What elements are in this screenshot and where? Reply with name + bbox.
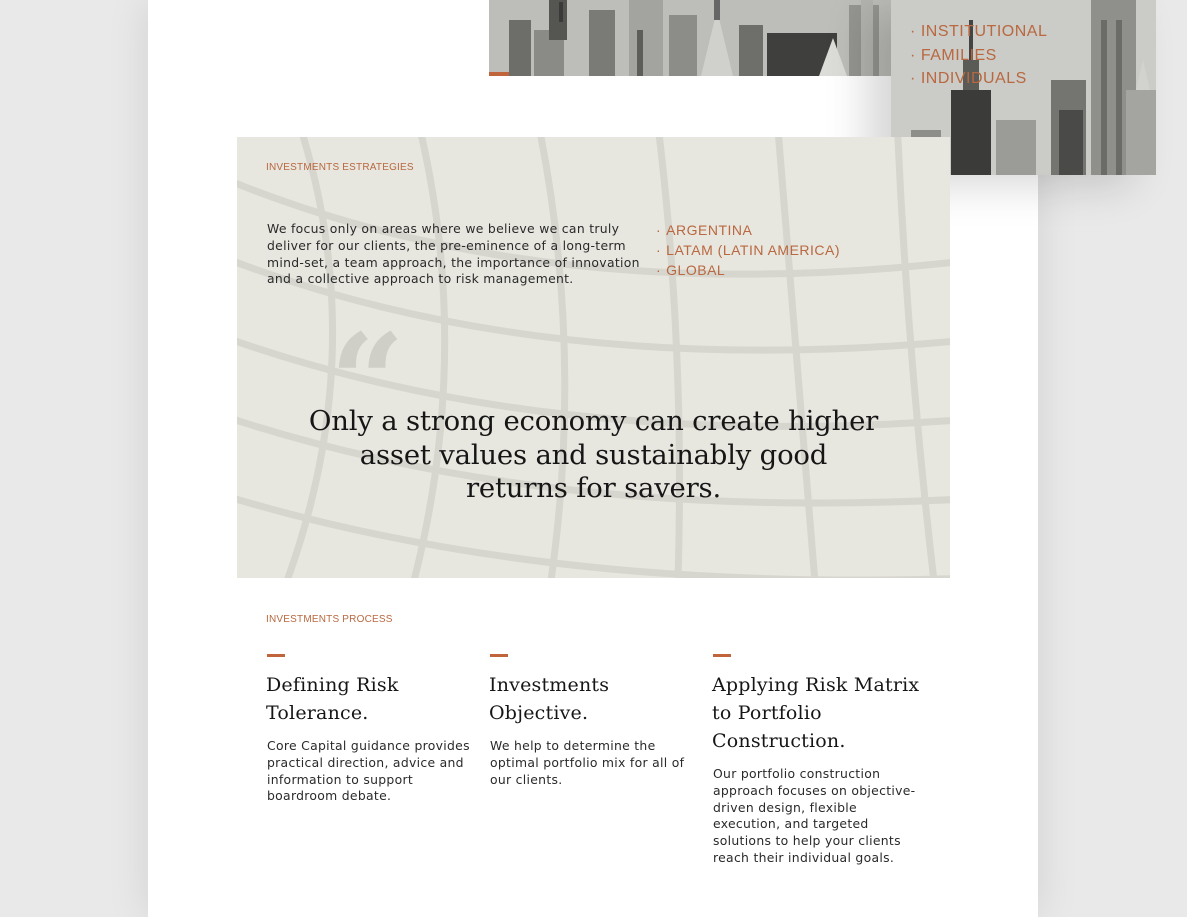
process-step — [266, 654, 478, 805]
audience-item: · INDIVIDUALS — [910, 67, 1047, 91]
accent-bar — [490, 654, 508, 657]
section-label: INVESTMENTS ESTRATEGIES — [266, 162, 414, 173]
process-step-body: Core Capital guidance provides practical direction, advice and information to support boardroom debate. — [267, 738, 470, 804]
accent-bar — [267, 654, 285, 657]
accent-bar — [713, 654, 731, 657]
audience-item: · INSTITUTIONAL — [910, 20, 1047, 44]
city-skyline-image — [489, 0, 891, 76]
process-step-body: Our portfolio construction approach focuses on objective-driven design, flexible execution, and targeted solutions to help your clients reach their individual goals. — [713, 766, 916, 865]
strategies-description: We focus only on areas where we believe we can truly deliver for our clients, the pre-eminence of a long-term mind-set, a team approach, the importance of innovation and a collective approach to risk management. — [267, 221, 640, 287]
process-step-title: Investments Objective. — [489, 674, 610, 724]
audience-item: · FAMILIES — [910, 44, 1047, 68]
quote-mark-icon: “ — [330, 305, 405, 458]
pull-quote: Only a strong economy can create higher asset values and sustainably good returns for savers. — [308, 405, 879, 504]
region-item: · LATAM (LATIN AMERICA) — [656, 241, 840, 261]
process-step — [489, 654, 694, 788]
strategies-panel — [237, 137, 950, 578]
process-step — [712, 654, 922, 867]
process-step-body: We help to determine the optimal portfolio mix for all of our clients. — [490, 738, 685, 787]
region-item: · ARGENTINA — [656, 221, 840, 241]
process-step-title: Applying Risk Matrix to Portfolio Construction. — [712, 674, 920, 752]
accent-tab — [489, 72, 509, 76]
region-list — [656, 221, 840, 280]
region-item: · GLOBAL — [656, 261, 840, 281]
process-step-title: Defining Risk Tolerance. — [266, 674, 399, 724]
section-label: INVESTMENTS PROCESS — [266, 614, 393, 625]
audience-list — [910, 20, 1047, 91]
